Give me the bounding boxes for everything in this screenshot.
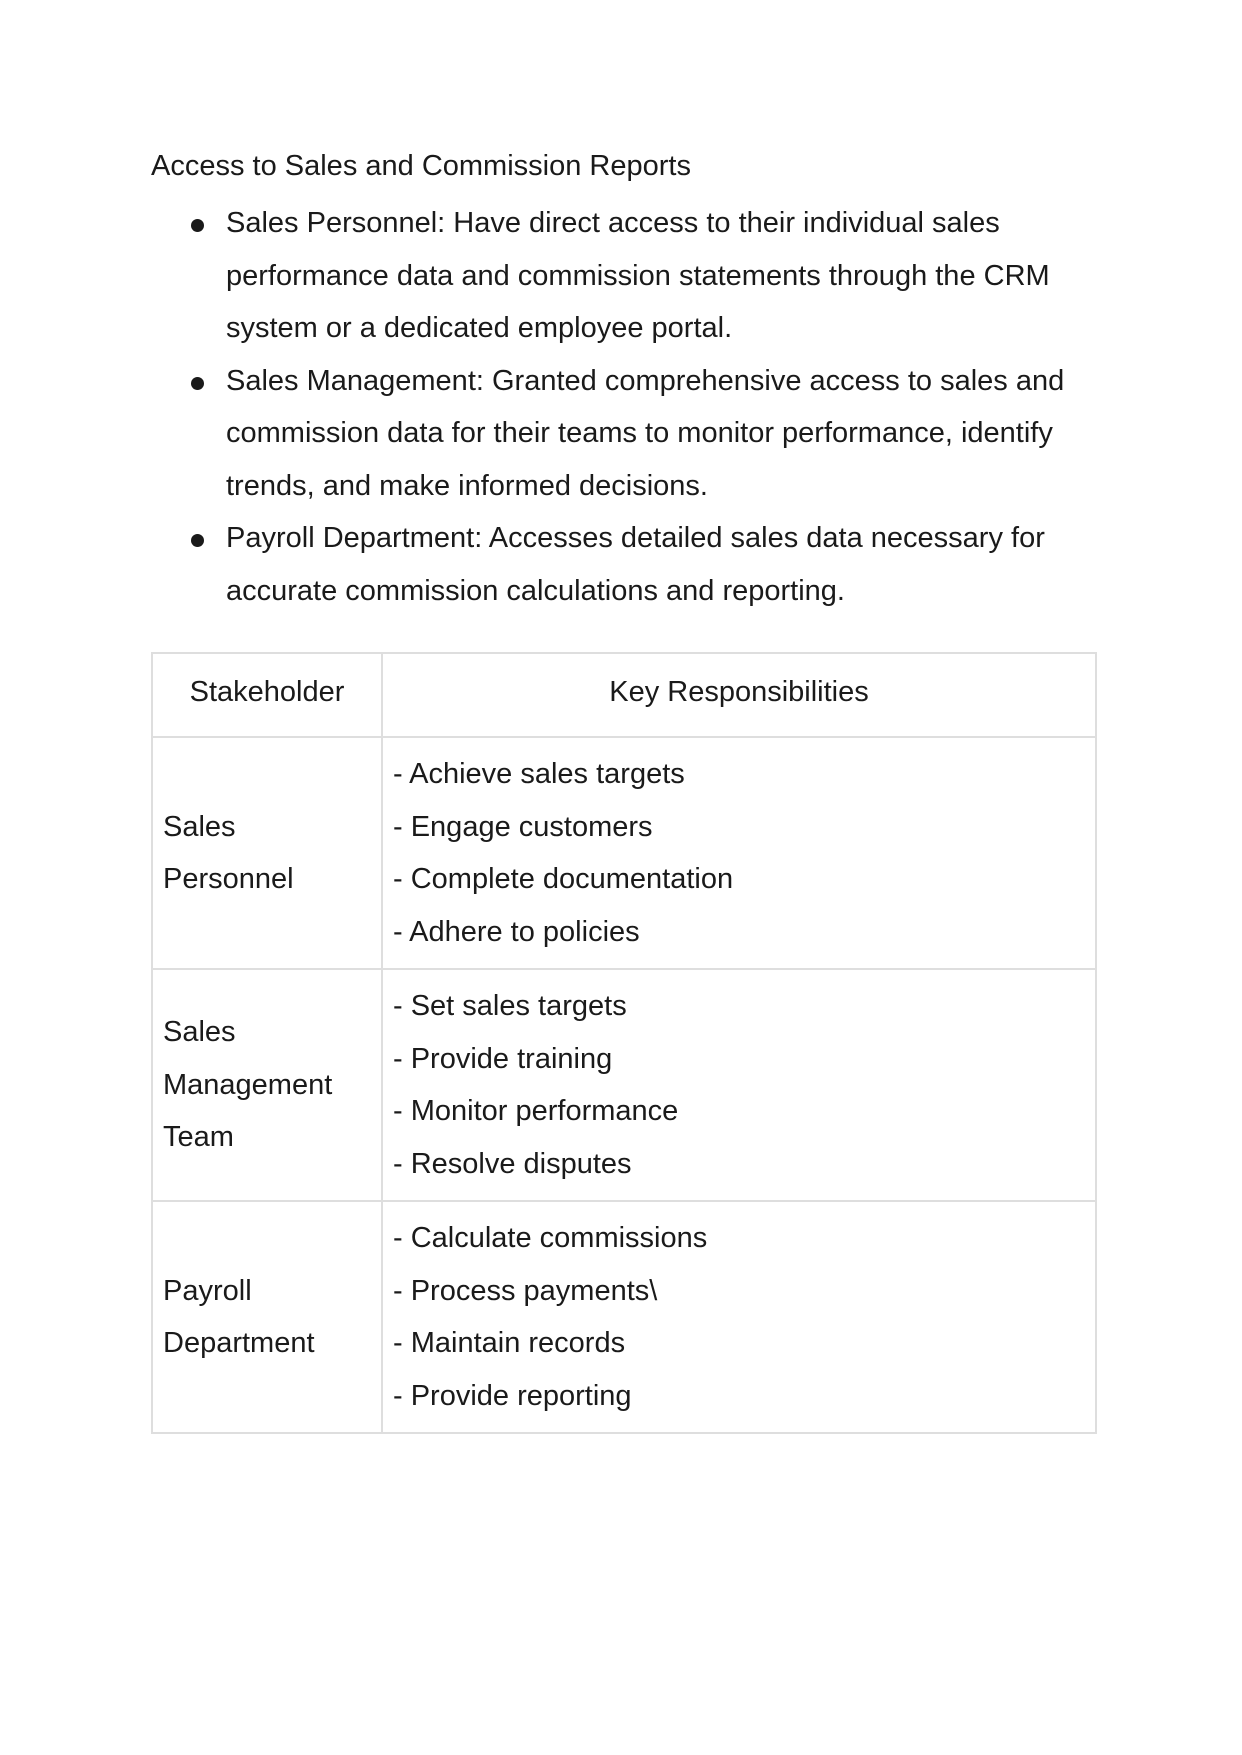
table-header-row <box>152 653 1096 737</box>
document-page <box>151 146 1097 1434</box>
stakeholder-cell <box>152 1201 382 1433</box>
list-item: - Complete documentation <box>393 863 734 895</box>
table-row <box>152 969 1096 1201</box>
responsibilities-list <box>393 980 1085 1190</box>
list-item: - Calculate commissions <box>393 1222 708 1254</box>
section-heading: Access to Sales and Commission Reports <box>151 150 691 182</box>
access-bullet-list <box>151 197 1097 617</box>
stakeholder-name: Sales Personnel <box>163 810 294 895</box>
bullet-line: commission data for their teams to monitor performance, identify <box>226 417 1053 449</box>
responsibilities-list <box>393 748 1085 958</box>
stakeholder-name: Sales <box>163 1016 236 1049</box>
header-stakeholder: Stakeholder <box>152 653 382 737</box>
table-row <box>152 1201 1096 1433</box>
header-key-responsibilities: Key Responsibilities <box>382 653 1096 737</box>
stakeholder-name: Payroll <box>163 1274 252 1307</box>
responsibilities-table <box>151 652 1097 1434</box>
bullet-item-sales-personnel <box>151 197 1097 355</box>
bullet-line: Payroll Department: Accesses detailed sales data necessary for <box>226 522 1045 554</box>
table-row <box>152 737 1096 969</box>
stakeholder-cell <box>152 737 382 969</box>
list-item: - Monitor performance <box>393 1095 679 1127</box>
bullet-dot-icon <box>191 219 204 232</box>
responsibilities-cell <box>382 1201 1096 1433</box>
list-item: - Resolve disputes <box>393 1147 632 1180</box>
bullet-line: Sales Management: Granted comprehensive access to sales and <box>226 364 1065 397</box>
list-item: - Engage customers <box>393 810 653 843</box>
list-item: - Maintain records <box>393 1327 626 1359</box>
bullet-line: system or a dedicated employee portal. <box>226 312 733 344</box>
list-item: - Process payments\ <box>393 1274 658 1307</box>
responsibilities-cell <box>382 969 1096 1201</box>
list-item: - Adhere to policies <box>393 915 640 948</box>
bullet-item-payroll-department <box>151 512 1097 617</box>
bullet-item-sales-management <box>151 355 1097 513</box>
stakeholder-name: Management <box>163 1068 333 1101</box>
list-item: - Provide reporting <box>393 1379 632 1412</box>
stakeholder-cell <box>152 969 382 1201</box>
responsibilities-cell <box>382 737 1096 969</box>
list-item: - Achieve sales targets <box>393 758 685 790</box>
list-item: - Provide training <box>393 1042 613 1075</box>
list-item: - Set sales targets <box>393 990 627 1022</box>
responsibilities-list <box>393 1212 1085 1422</box>
bullet-line: trends, and make informed decisions. <box>226 469 708 502</box>
stakeholder-name: Department <box>163 1327 315 1359</box>
bullet-dot-icon <box>191 377 204 390</box>
bullet-line: Sales Personnel: Have direct access to their individual sales <box>226 207 1000 239</box>
bullet-line: performance data and commission statements through the CRM <box>226 259 1050 292</box>
stakeholder-name: Team <box>163 1121 234 1154</box>
bullet-line: accurate commission calculations and reporting. <box>226 574 845 607</box>
bullet-dot-icon <box>191 534 204 547</box>
